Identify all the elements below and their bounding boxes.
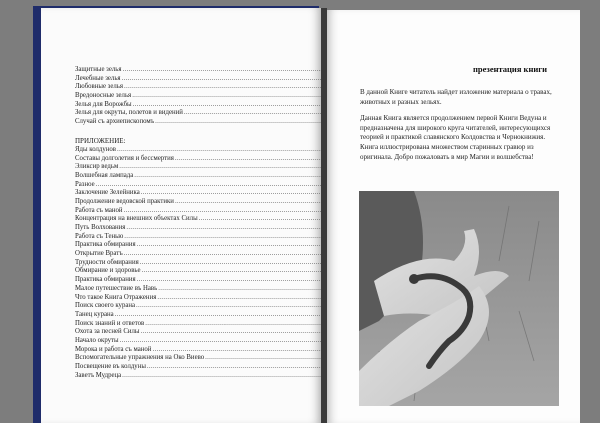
toc-leader-dots xyxy=(136,302,334,311)
toc-entry-title: Поиск знаний и ответов xyxy=(75,319,145,327)
toc-leader-dots xyxy=(175,155,334,164)
toc-leader-dots xyxy=(152,346,333,355)
description-text xyxy=(360,88,560,169)
toc-entry-title: Зелья для окруты, полетов и видений xyxy=(75,109,183,117)
toc-entry xyxy=(75,172,345,181)
toc-entry-title: Любовные зелья xyxy=(75,83,123,91)
toc-entry-title: Работа съ Тенью xyxy=(75,232,124,240)
toc-entry xyxy=(75,311,345,320)
right-page xyxy=(327,10,580,423)
toc-entry xyxy=(75,92,345,101)
toc-entry xyxy=(75,198,345,207)
toc-entry-title: Малое путешествие въ Навь xyxy=(75,284,158,292)
toc-leader-dots xyxy=(126,224,333,233)
toc-entry xyxy=(75,302,345,311)
toc-leader-dots xyxy=(134,172,334,181)
toc-entry xyxy=(75,101,345,110)
toc-entry xyxy=(75,294,345,303)
toc-entry xyxy=(75,285,345,294)
toc-entry-title: Начало окруты xyxy=(75,336,119,344)
toc-leader-dots xyxy=(157,294,333,303)
toc-entry-title: Эликсир ведьм xyxy=(75,163,119,171)
toc-entry xyxy=(75,363,345,372)
toc-leader-dots xyxy=(175,198,334,207)
toc-entry-title: Охота за песней Силы xyxy=(75,328,140,336)
toc-entry xyxy=(75,75,345,84)
toc-entry-title: Волшебная лампада xyxy=(75,171,134,179)
toc-entry xyxy=(75,146,345,155)
table-of-contents xyxy=(75,66,345,380)
toc-entry-title: Концентрация на внешних объектах Силы xyxy=(75,215,198,223)
toc-leader-dots xyxy=(117,146,334,155)
description-paragraph-1: В данной Книге читатель найдет изложение материала о травах, животных и разных зельях. xyxy=(360,88,552,106)
toc-leader-dots xyxy=(141,328,334,337)
toc-entry-title: Заветъ Мудреца xyxy=(75,371,122,379)
toc-leader-dots xyxy=(96,181,334,190)
toc-leader-dots xyxy=(137,276,334,285)
toc-entry xyxy=(75,267,345,276)
toc-entry-title: Путь Волхования xyxy=(75,224,126,231)
toc-leader-dots xyxy=(124,250,334,259)
toc-entry xyxy=(75,66,345,75)
toc-entry-title: Трудности обмирания xyxy=(75,258,139,266)
toc-entry-title: Посвещение въ колдуны xyxy=(75,363,146,370)
toc-entry-title: Обмирание и здоровье xyxy=(75,267,141,275)
toc-entry-title: Открытие Вратъ xyxy=(75,250,123,258)
toc-leader-dots xyxy=(119,163,334,172)
toc-entry-title: Заклочение Зелейника xyxy=(75,189,140,197)
toc-entry xyxy=(75,155,345,164)
toc-entry-title: Яды колдунов xyxy=(75,145,117,153)
toc-entry-title: Защитные зелья xyxy=(75,66,122,73)
toc-leader-dots xyxy=(147,363,334,372)
toc-entry xyxy=(75,354,345,363)
appendix-heading: ПРИЛОЖЕНИЕ: xyxy=(75,136,126,145)
left-page xyxy=(41,8,321,423)
toc-leader-dots xyxy=(120,337,334,346)
lizard-photo xyxy=(359,191,559,406)
toc-entry xyxy=(75,109,345,118)
toc-leader-dots xyxy=(137,241,334,250)
toc-entry-title: Практика обмирания xyxy=(75,241,136,249)
toc-entry xyxy=(75,250,345,259)
toc-entry-title: Что такое Книга Отражения xyxy=(75,293,157,301)
lizard-in-hand-image xyxy=(359,191,559,406)
toc-leader-dots xyxy=(155,118,334,127)
toc-entry xyxy=(75,207,345,216)
toc-entry-title: Случай съ архиепископомъ xyxy=(75,118,155,126)
toc-leader-dots xyxy=(140,259,334,268)
toc-leader-dots xyxy=(133,101,334,110)
toc-entry-title: Танец курана xyxy=(75,310,114,318)
toc-entry xyxy=(75,189,345,198)
toc-entry xyxy=(75,372,345,381)
toc-leader-dots xyxy=(158,285,334,294)
toc-entry xyxy=(75,241,345,250)
toc-leader-dots xyxy=(115,311,334,320)
toc-leader-dots xyxy=(124,207,334,216)
toc-entry xyxy=(75,224,345,233)
toc-leader-dots xyxy=(132,92,334,101)
toc-entry xyxy=(75,118,345,127)
toc-entry-title: Работа съ маной xyxy=(75,206,123,214)
toc-entry xyxy=(75,337,345,346)
toc-leader-dots xyxy=(124,233,334,242)
toc-leader-dots xyxy=(184,109,334,118)
toc-entry-title: Практика обмирания xyxy=(75,276,136,284)
toc-entry xyxy=(75,83,345,92)
toc-leader-dots xyxy=(205,354,334,363)
toc-entry xyxy=(75,181,345,190)
toc-leader-dots xyxy=(123,66,334,75)
toc-entry xyxy=(75,259,345,268)
toc-entry-title: Зелья для Ворожбы xyxy=(75,100,132,108)
toc-entry xyxy=(75,328,345,337)
toc-entry-title: Составы долголетия и бессмертия xyxy=(75,154,174,162)
toc-entry xyxy=(75,163,345,172)
page-title: презентация книги xyxy=(473,64,547,74)
toc-leader-dots xyxy=(122,75,334,84)
toc-leader-dots xyxy=(141,189,334,198)
toc-entry-title: Морока и работа съ маной xyxy=(75,345,152,353)
toc-leader-dots xyxy=(142,267,334,276)
toc-entry-title: Разное xyxy=(75,180,95,188)
toc-entry-title: Продолжение ведовской практики xyxy=(75,197,174,205)
toc-entry xyxy=(75,346,345,355)
toc-entry-title: Лечебные зелья xyxy=(75,74,121,82)
toc-entry-title: Поиск своего курана xyxy=(75,302,136,310)
toc-entry-title: Вредоносные зелья xyxy=(75,92,132,100)
toc-leader-dots xyxy=(199,215,334,224)
description-paragraph-2: Данная Книга является продолжением первой Книги Ведуна и предназначена для широкого круга читателей, интересующихся теорией и практикой славянского Колдовства и Чернокнижия. Книга иллюстрирована множеством старинных гравюр из оригинала. Добро пожаловать в мир Магии и волшебства! xyxy=(360,114,551,161)
toc-entry xyxy=(75,276,345,285)
toc-entry xyxy=(75,320,345,329)
toc-entry xyxy=(75,215,345,224)
toc-main-section xyxy=(75,66,345,127)
toc-appendix-section xyxy=(75,146,345,381)
toc-entry xyxy=(75,233,345,242)
toc-leader-dots xyxy=(145,320,334,329)
toc-leader-dots xyxy=(122,372,334,381)
toc-leader-dots xyxy=(124,83,334,92)
toc-entry-title: Вспомогательные упражнения на Око Виево xyxy=(75,354,205,362)
